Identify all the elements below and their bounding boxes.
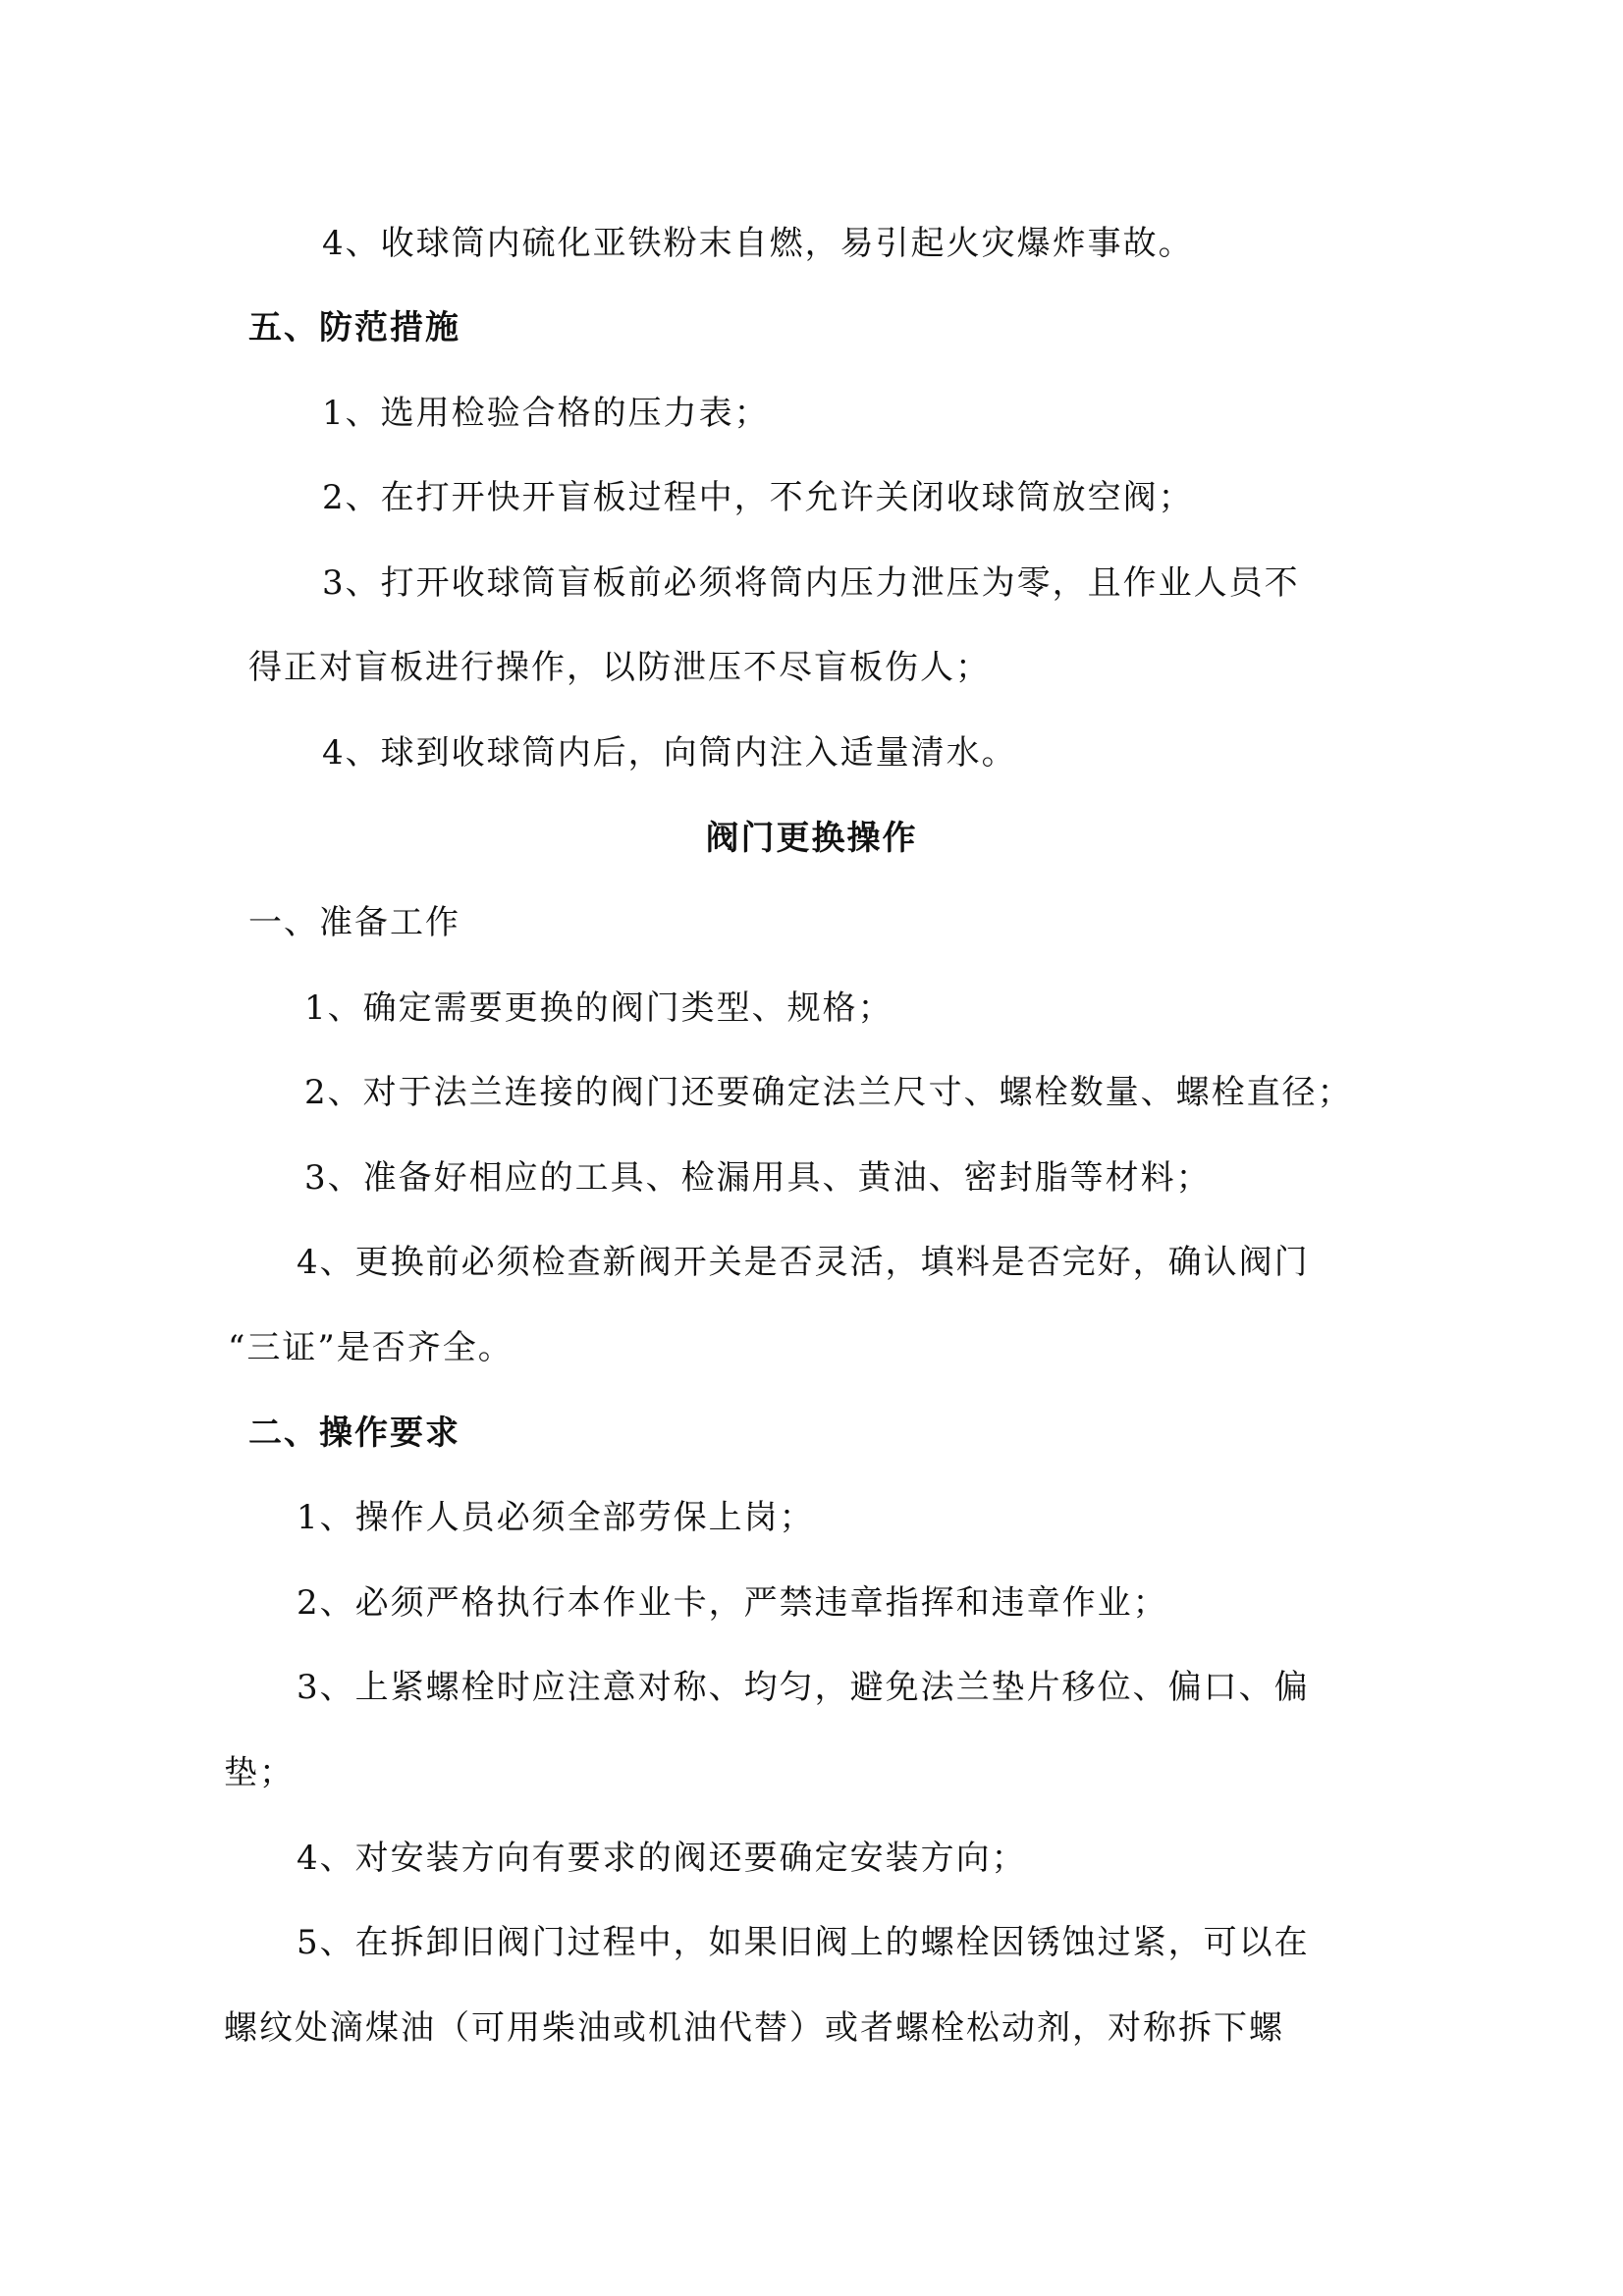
section5-item-3: 3、打开收球筒盲板前必须将筒内压力泄压为零，且作业人员不 <box>322 563 1300 603</box>
prep-item-4: 4、更换前必须检查新阀开关是否灵活，填料是否完好，确认阀门 <box>297 1243 1310 1282</box>
req-heading: 二、操作要求 <box>248 1414 460 1453</box>
prep-item-1: 1、确定需要更换的阀门类型、规格； <box>304 988 893 1028</box>
req-item-1: 1、操作人员必须全部劳保上岗； <box>297 1498 815 1537</box>
prep-heading: 一、准备工作 <box>248 903 460 942</box>
req-item-3: 3、上紧螺栓时应注意对称、均匀，避免法兰垫片移位、偏口、偏 <box>297 1668 1310 1707</box>
prep-item-2: 2、对于法兰连接的阀门还要确定法兰尺寸、螺栓数量、螺栓直径； <box>304 1073 1353 1112</box>
section-title-valve-replacement: 阀门更换操作 <box>705 819 918 858</box>
section5-item-1: 1、选用检验合格的压力表； <box>322 394 770 433</box>
prep-item-4-cont: “三证”是否齐全。 <box>228 1328 514 1367</box>
section5-item-3-cont: 得正对盲板进行操作，以防泄压不尽盲板伤人； <box>248 648 991 687</box>
section5-heading: 五、防范措施 <box>248 308 460 347</box>
req-item-4: 4、对安装方向有要求的阀还要确定安装方向； <box>297 1839 1027 1878</box>
section5-item-2: 2、在打开快开盲板过程中，不允许关闭收球筒放空阀； <box>322 478 1194 517</box>
req-item-5-cont: 螺纹处滴煤油（可用柴油或机油代替）或者螺栓松动剂，对称拆下螺 <box>224 2008 1284 2048</box>
prep-item-3: 3、准备好相应的工具、检漏用具、黄油、密封脂等材料； <box>304 1158 1212 1198</box>
req-item-2: 2、必须严格执行本作业卡，严禁违章指挥和违章作业； <box>297 1583 1168 1623</box>
req-item-5: 5、在拆卸旧阀门过程中，如果旧阀上的螺栓因锈蚀过紧，可以在 <box>297 1923 1310 1962</box>
req-item-3-cont: 垫； <box>224 1753 295 1792</box>
section4-item-4: 4、收球筒内硫化亚铁粉末自燃，易引起火灾爆炸事故。 <box>322 224 1194 263</box>
section5-item-4: 4、球到收球筒内后，向筒内注入适量清水。 <box>322 733 1017 773</box>
